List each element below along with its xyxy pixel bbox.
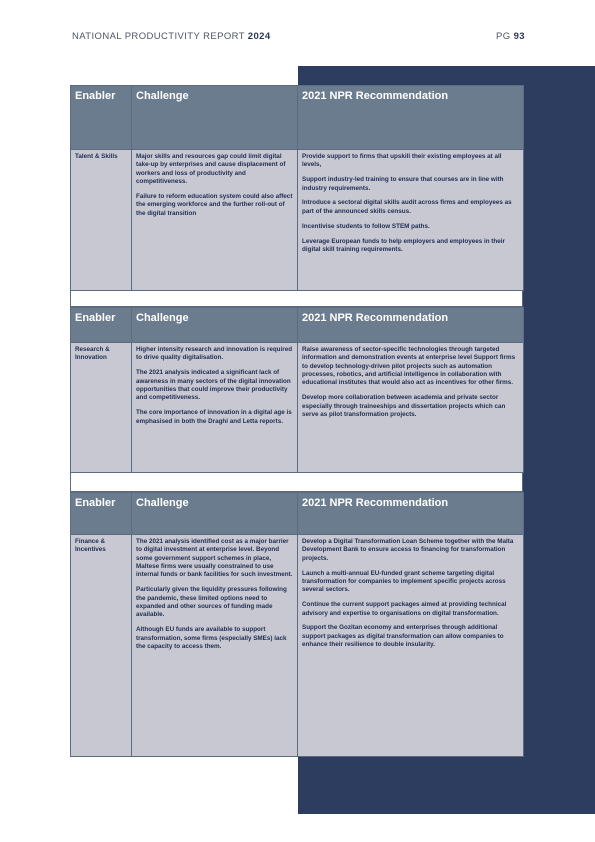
recommendation-text: Launch a multi-annual EU-funded grant scheme targeting digital transformation for companies to implement specific projects across several sectors.	[302, 569, 506, 594]
recommendation-text: Incentivise students to follow STEM paths.	[302, 222, 430, 230]
recommendation-text: Raise awareness of sector-specific technologies through targeted information and demonstration events at enterprise level Support firms to develop technology-driven pilot projects such as automation processes, robotics, and artificial intelligence in collaboration with educational institutes that would also act as incentives for other firms.	[302, 346, 516, 387]
recommendation-text: Support industry-led training to ensure that courses are in line with industry requirements.	[302, 176, 504, 192]
running-header-page	[496, 31, 525, 42]
table-gap	[70, 290, 523, 307]
table-row	[71, 150, 524, 291]
recommendation-text: Leverage European funds to help employers and employees in their digital skill training requirements.	[302, 237, 505, 253]
challenge-text: Failure to reform education system could also affect the emerging workforce and the further roll-out of the digital transition	[136, 192, 293, 217]
table-row	[71, 535, 524, 757]
table-gap	[70, 472, 523, 492]
recommendation-text: Support the Gozitan economy and enterprises through additional support packages as digital transformation can allow companies to enhance their resilience to double insularity.	[302, 624, 504, 649]
column-header-recommendation: 2021 NPR Recommendation	[298, 86, 524, 150]
recommendation-cell	[298, 343, 524, 473]
challenge-text: The 2021 analysis indicated a significant lack of awareness in many sectors of the digital innovation opportunities that could improve their productivity and competitiveness.	[136, 369, 291, 402]
table-finance-incentives	[70, 492, 524, 757]
challenge-cell	[132, 535, 298, 757]
challenge-text: Although EU funds are available to support transformation, some firms (especially SMEs) lack the capacity to access them.	[136, 626, 287, 650]
enabler-cell: Talent & Skills	[71, 150, 132, 291]
table-research-innovation	[70, 307, 524, 473]
column-header-enabler: Enabler	[71, 86, 132, 150]
column-header-enabler: Enabler	[71, 493, 132, 535]
enabler-cell: Research & Innovation	[71, 343, 132, 473]
column-header-challenge: Challenge	[132, 493, 298, 535]
table-talent-skills	[70, 85, 524, 291]
recommendation-cell	[298, 535, 524, 757]
challenge-text: The 2021 analysis identified cost as a major barrier to digital investment at enterprise level. Beyond some government support schemes in place, Maltese firms were usually constrained to use internal funds or bank facilities for such investment.	[136, 538, 293, 579]
column-header-recommendation: 2021 NPR Recommendation	[298, 308, 524, 343]
column-header-challenge: Challenge	[132, 86, 298, 150]
page-label: PG	[496, 31, 511, 42]
challenge-text: Major skills and resources gap could limit digital take-up by enterprises and cause displacement of workers and loss of productivity and competitiveness.	[136, 153, 286, 186]
challenge-text: The core importance of innovation in a digital age is emphasised in both the Draghi and Letta reports.	[136, 409, 292, 425]
recommendation-cell	[298, 150, 524, 291]
report-year: 2024	[247, 31, 271, 42]
recommendation-text: Provide support to firms that upskill their existing employees at all levels,	[302, 153, 502, 169]
column-header-challenge: Challenge	[132, 308, 298, 343]
running-header-title	[72, 31, 271, 42]
recommendation-text: Introduce a sectoral digital skills audit across firms and employees as part of the announced skills census.	[302, 199, 512, 215]
column-header-recommendation: 2021 NPR Recommendation	[298, 493, 524, 535]
recommendation-text: Develop a Digital Transformation Loan Scheme together with the Malta Development Bank to ensure access to financing for transformation projects.	[302, 538, 514, 562]
recommendation-text: Develop more collaboration between academia and private sector especially through traineeships and dissertation projects which can serve as pilot transformation projects.	[302, 394, 506, 419]
challenge-cell	[132, 343, 298, 473]
recommendation-text: Continue the current support packages aimed at providing technical advisory and expertise to organisations on digital transformation.	[302, 601, 507, 617]
column-header-enabler: Enabler	[71, 308, 132, 343]
table-row	[71, 343, 524, 473]
enabler-cell: Finance & Incentives	[71, 535, 132, 757]
report-title: NATIONAL PRODUCTIVITY REPORT	[72, 31, 245, 42]
challenge-text: Higher intensity research and innovation is required to drive quality digitalisation.	[136, 346, 293, 362]
page-number: 93	[513, 31, 525, 42]
challenge-cell	[132, 150, 298, 291]
challenge-text: Particularly given the liquidity pressures following the pandemic, these limited options need to expanded and other sources of funding made available.	[136, 586, 287, 619]
